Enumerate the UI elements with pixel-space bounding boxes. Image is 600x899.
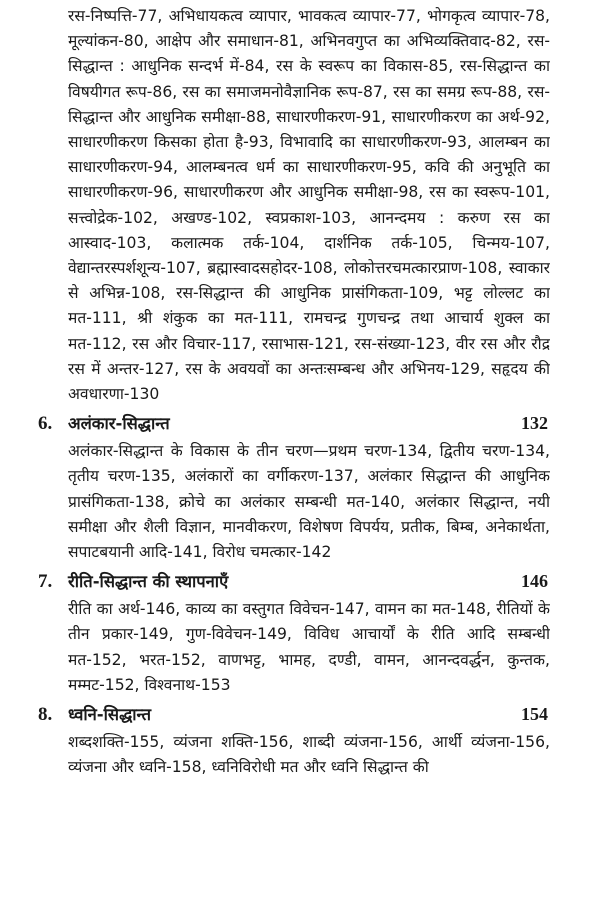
chapter-number: 7.: [38, 571, 53, 593]
continued-chapter-entries: रस-निष्पत्ति-77, अभिधायकत्व व्यापार, भावकत्व व्यापार-77, भोगकृत्व व्यापार-78, मूल्यांकन-80, आक्षेप और समाधान-81, अभिनवगुप्त का अभिव्यक्तिवाद-82, रस-सिद्धान्त : आधुनिक सन्दर्भ में-84, रस के स्वरूप का विकास-85, रस-सिद्धान्त का विषयीगत रूप-86, रस का समाजमनोवैज्ञानिक रूप-87, रस का समग्र रूप-88, रस-सिद्धान्त और आधुनिक समीक्षा-88, साधारणीकरण-91, साधारणीकरण का अर्थ-92, साधारणीकरण किसका होता है-93, विभावादि का साधारणीकरण-93, आलम्बन का साधारणीकरण-94, आलम्बनत्व धर्म का साधारणीकरण-95, कवि की अनुभूति का साधारणीकरण-96, साधारणीकरण और आधुनिक समीक्षा-98, रस का स्वरूप-101, सत्त्वोद्रेक-102, अखण्ड-102, स्वप्रकाश-103, आनन्दमय : करुण रस का आस्वाद-103, कलात्मक तर्क-104, दार्शनिक तर्क-105, चिन्मय-107, वेद्यान्तरस्पर्शशून्य-107, ब्रह्मास्वादसहोदर-108, लोकोत्तरचमत्कारप्राण-108, स्वाकार से अभिन्न-108, रस-सिद्धान्त की आधुनिक प्रासंगिकता-109, भट्ट लोल्लट का मत-111, श्री शंकुक का मत-111, रामचन्द्र गुणचन्द्र तथा आचार्य शुक्ल का मत-112, रस और विचार-117, रसाभास-121, रस-संख्या-123, वीर रस और रौद्र रस में अन्तर-127, रस के अवयवों का अन्तःसम्बन्ध और अभिनय-129, सहृदय की अवधारणा-130: [68, 7, 550, 404]
chapter-entry-6: [38, 411, 550, 565]
chapter-title: ध्वनि-सिद्धान्त: [68, 705, 152, 725]
chapter-number: 8.: [38, 704, 53, 726]
chapter-page-number: 154: [521, 704, 548, 725]
chapter-title: अलंकार-सिद्धान्त: [68, 414, 170, 434]
chapter-topics: अलंकार-सिद्धान्त के विकास के तीन चरण—प्रथम चरण-134, द्वितीय चरण-134, तृतीय चरण-135, अलंकारों का वर्गीकरण-137, अलंकार सिद्धान्त की आधुनिक प्रासंगिकता-138, क्रोचे का अलंकार सम्बन्धी मत-140, अलंकार सिद्धान्त, नयी समीक्षा और शैली विज्ञान, मानवीकरण, विशेषण विपर्यय, प्रतीक, बिम्ब, अनेकार्थता, सपाटबयानी आदि-141, विरोध चमत्कार-142: [68, 442, 550, 562]
chapter-title: रीति-सिद्धान्त की स्थापनाएँ: [68, 572, 229, 592]
chapter-heading: [38, 411, 550, 439]
contents-page: [38, 0, 550, 899]
chapter-heading: [38, 702, 550, 730]
chapter-topics: रीति का अर्थ-146, काव्य का वस्तुगत विवेचन-147, वामन का मत-148, रीतियों के तीन प्रकार-149, गुण-विवेचन-149, विविध आचार्यों के रीति आदि सम्बन्धी मत-152, भरत-152, वाणभट्ट, भामह, दण्डी, वामन, आनन्दवर्द्धन, कुन्तक, मम्मट-152, विश्वनाथ-153: [68, 600, 550, 694]
chapter-page-number: 132: [521, 413, 548, 434]
chapter-topics: शब्दशक्ति-155, व्यंजना शक्ति-156, शाब्दी व्यंजना-156, आर्थी व्यंजना-156, व्यंजना और ध्वनि-158, ध्वनिविरोधी मत और ध्वनि सिद्धान्त की: [68, 733, 550, 777]
chapter-entry-7: [38, 569, 550, 698]
chapter-number: 6.: [38, 413, 53, 435]
chapter-heading: [38, 569, 550, 597]
chapter-entry-8: [38, 702, 550, 780]
chapter-page-number: 146: [521, 571, 548, 592]
